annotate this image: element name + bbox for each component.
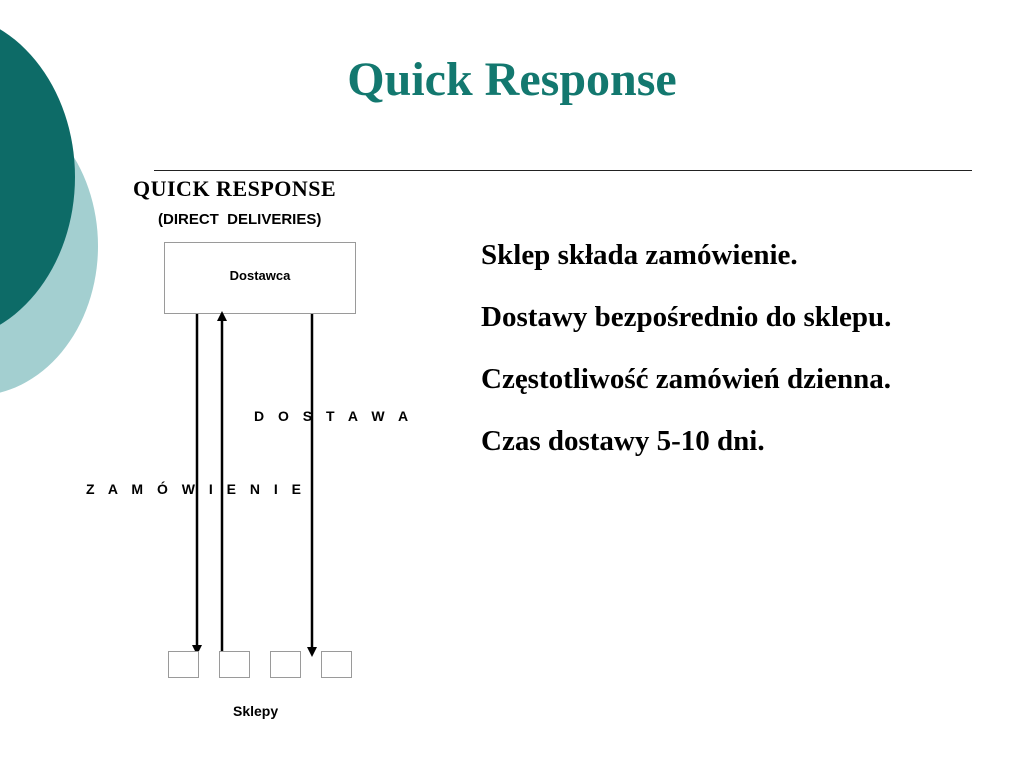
slide-title: Quick Response [347,53,677,106]
shop-box [321,651,352,678]
key-point: Sklep składa zamówienie. [481,239,798,271]
delivery-label: D O S T A W A [254,408,414,424]
shop-box [270,651,301,678]
shops-label: Sklepy [233,703,279,719]
supplier-label: Dostawca [229,268,291,283]
order-label: Z A M Ó W I E N I E [86,481,306,497]
shop-box [219,651,250,678]
key-points-list [481,236,1001,484]
key-point: Czas dostawy 5-10 dni. [481,425,765,457]
diagram-subheading: (DIRECT DELIVERIES) [158,211,322,228]
key-point: Dostawy bezpośrednio do sklepu. [481,301,892,333]
shop-box [168,651,199,678]
key-point: Częstotliwość zamówień dzienna. [481,363,891,395]
diagram-heading: QUICK RESPONSE [133,176,337,201]
